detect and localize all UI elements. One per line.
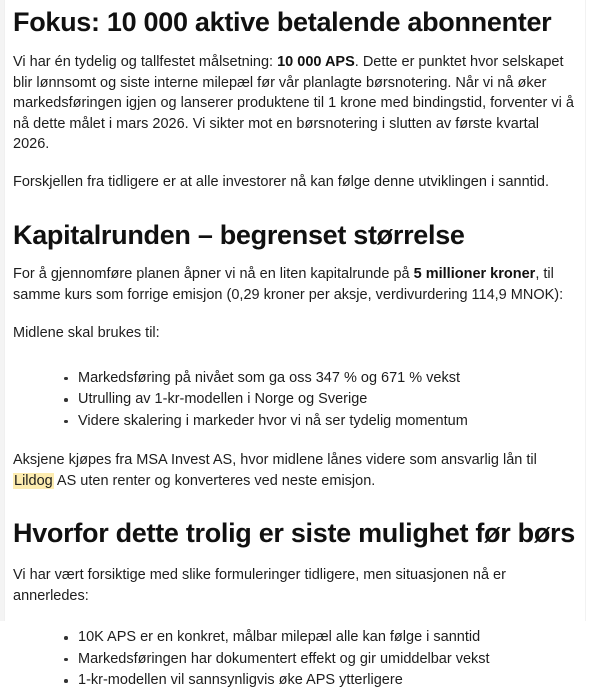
heading-kapitalrunden: Kapitalrunden – begrenset størrelse [13, 220, 465, 250]
list-item: Videre skalering i markeder hvor vi nå ser tydelig momentum [13, 411, 584, 432]
heading-fokus: Fokus: 10 000 aktive betalende abonnenter [13, 7, 552, 37]
paragraph-fokus-intro-part1: Vi har én tydelig og tallfestet målsetning: [13, 54, 278, 70]
paragraph-midlene-label: Midlene skal brukes til: [13, 325, 160, 341]
list-item: Markedsføring på nivået som ga oss 347 % og 671 % vekst [13, 368, 584, 389]
paragraph-kapitalrunden-bold: 5 millioner kroner [413, 266, 536, 282]
heading-hvorfor: Hvorfor dette trolig er siste mulighet før børs [13, 518, 575, 548]
highlighted-text-lildog: Lildog [14, 472, 53, 489]
list-hvorfor [13, 627, 584, 691]
paragraph-kapitalrunden-part1: For å gjennomføre planen åpner vi nå en liten kapitalrunde på [13, 266, 414, 282]
list-item: Utrulling av 1-kr-modellen i Norge og Sverige [13, 389, 584, 410]
paragraph-aksjene [13, 450, 573, 491]
paragraph-fokus-intro-bold: 10 000 APS [277, 54, 355, 70]
paragraph-kapitalrunden-intro [13, 264, 583, 305]
paragraph-fokus-intro [13, 52, 579, 155]
paragraph-aksjene-part2: AS uten renter og konverteres ved neste emisjon. [53, 472, 376, 489]
list-item: 10K APS er en konkret, målbar milepæl alle kan følge i sanntid [13, 627, 584, 648]
list-item: Markedsføringen har dokumentert effekt og gir umiddelbar vekst [13, 649, 584, 670]
paragraph-kapitalrunden-part2: , til samme kurs som forrige emisjon (0,29 kroner per aksje, verdivurdering 114,9 MNOK): [13, 266, 564, 303]
paragraph-aksjene-part1: Aksjene kjøpes fra MSA Invest AS, hvor midlene lånes videre som ansvarlig lån til [13, 452, 537, 468]
list-midlene [13, 368, 584, 432]
paragraph-fokus-intro-part2: . Dette er punktet hvor selskapet blir lønnsomt og siste interne milepæl før vår planlagte børsnotering. Når vi nå øker markedsføringen igjen og lanserer produktene til 1 krone med bindingstid, forventer vi å nå dette målet i mars 2026. Vi sikter mot en børsnotering i slutten av første kvartal 2026. [13, 54, 574, 152]
paragraph-forskjellen: Forskjellen fra tidligere er at alle investorer nå kan følge denne utviklingen i sanntid. [13, 173, 549, 190]
paragraph-hvorfor-intro: Vi har vært forsiktige med slike formuleringer tidligere, men situasjonen nå er annerledes: [13, 567, 506, 604]
list-item: 1-kr-modellen vil sannsynligvis øke APS ytterligere [13, 670, 584, 691]
